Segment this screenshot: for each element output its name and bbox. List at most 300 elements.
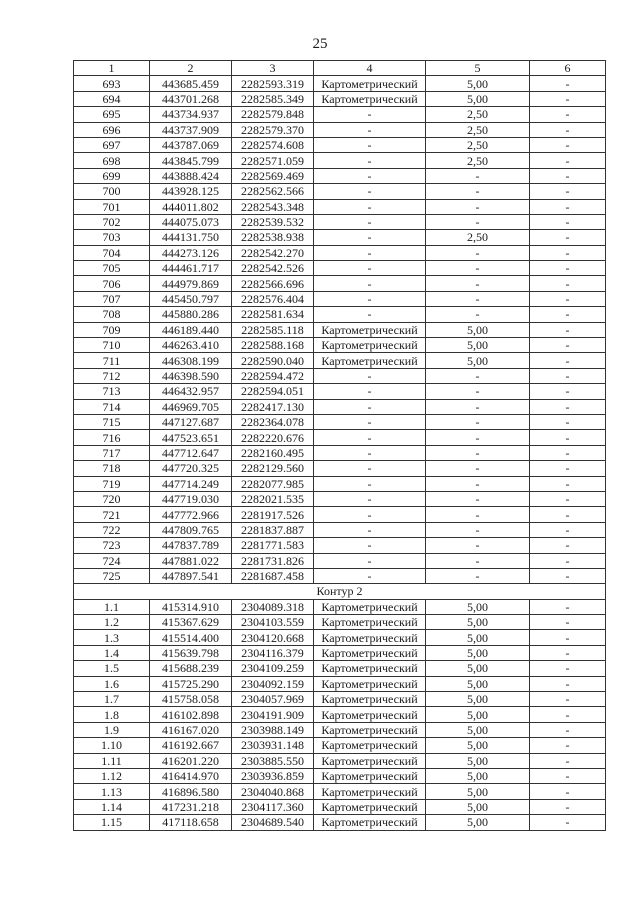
table-cell: - <box>530 799 606 814</box>
table-cell: 1.6 <box>74 676 150 691</box>
table-cell: - <box>530 137 606 152</box>
table-cell: Картометрический <box>314 615 426 630</box>
table-cell: 2303988.149 <box>232 722 314 737</box>
table-cell: 416192.667 <box>150 738 232 753</box>
table-cell: - <box>530 168 606 183</box>
table-cell: - <box>530 230 606 245</box>
table-cell: 1.11 <box>74 753 150 768</box>
table-cell: - <box>530 122 606 137</box>
table-cell: - <box>426 476 530 491</box>
table-cell: 5,00 <box>426 661 530 676</box>
table-cell: - <box>530 768 606 783</box>
table-cell: 446398.590 <box>150 368 232 383</box>
table-cell: 5,00 <box>426 338 530 353</box>
table-cell: 5,00 <box>426 353 530 368</box>
table-cell: 724 <box>74 553 150 568</box>
table-cell: 1.3 <box>74 630 150 645</box>
table-cell: 5,00 <box>426 768 530 783</box>
table-cell: - <box>530 522 606 537</box>
table-cell: 415314.910 <box>150 599 232 614</box>
table-cell: - <box>530 338 606 353</box>
table-cell: 2304103.559 <box>232 615 314 630</box>
table-cell: 712 <box>74 368 150 383</box>
table-cell: 2304191.909 <box>232 707 314 722</box>
table-cell: - <box>426 445 530 460</box>
table-cell: - <box>530 445 606 460</box>
table-cell: - <box>530 753 606 768</box>
table-cell: - <box>426 384 530 399</box>
column-header: 2 <box>150 61 232 76</box>
table-cell: 714 <box>74 399 150 414</box>
table-cell: 725 <box>74 568 150 583</box>
table-cell: Картометрический <box>314 76 426 91</box>
table-cell: 2304120.668 <box>232 630 314 645</box>
table-cell: - <box>530 707 606 722</box>
table-cell: - <box>530 214 606 229</box>
table-cell: - <box>530 153 606 168</box>
table-cell: Картометрический <box>314 768 426 783</box>
table-cell: 713 <box>74 384 150 399</box>
table-cell: 2282562.566 <box>232 184 314 199</box>
table-cell: 704 <box>74 245 150 260</box>
table-cell: 446189.440 <box>150 322 232 337</box>
table-cell: 443888.424 <box>150 168 232 183</box>
table-cell: 708 <box>74 307 150 322</box>
table-cell: 447809.765 <box>150 522 232 537</box>
table-cell: - <box>426 568 530 583</box>
table-row <box>74 153 606 168</box>
table-cell: 447897.541 <box>150 568 232 583</box>
table-cell: - <box>314 384 426 399</box>
table-cell: 415514.400 <box>150 630 232 645</box>
table-cell: - <box>530 261 606 276</box>
table-row <box>74 738 606 753</box>
table-cell: Картометрический <box>314 91 426 106</box>
table-row <box>74 507 606 522</box>
table-cell: - <box>314 507 426 522</box>
table-cell: - <box>314 368 426 383</box>
table-row <box>74 553 606 568</box>
table-cell: Картометрический <box>314 353 426 368</box>
table-cell: 5,00 <box>426 676 530 691</box>
table-cell: - <box>426 368 530 383</box>
section-row <box>74 584 606 599</box>
section-title: Контур 2 <box>74 584 606 599</box>
table-cell: 5,00 <box>426 722 530 737</box>
table-cell: 1.2 <box>74 615 150 630</box>
table-cell: - <box>426 261 530 276</box>
table-row <box>74 322 606 337</box>
table-cell: - <box>530 676 606 691</box>
table-cell: 5,00 <box>426 692 530 707</box>
table-row <box>74 276 606 291</box>
table-cell: 711 <box>74 353 150 368</box>
table-cell: 443787.069 <box>150 137 232 152</box>
table-row <box>74 722 606 737</box>
table-cell: 1.5 <box>74 661 150 676</box>
table-cell: - <box>426 199 530 214</box>
table-cell: - <box>530 692 606 707</box>
table-cell: - <box>530 430 606 445</box>
table-cell: - <box>530 368 606 383</box>
table-row <box>74 784 606 799</box>
table-cell: - <box>314 184 426 199</box>
table-cell: 2304092.159 <box>232 676 314 691</box>
table-cell: 415639.798 <box>150 645 232 660</box>
table-row <box>74 445 606 460</box>
table-cell: 2304117.360 <box>232 799 314 814</box>
table-cell: - <box>426 399 530 414</box>
table-cell: 709 <box>74 322 150 337</box>
table-cell: - <box>530 815 606 830</box>
table-cell: 2282594.472 <box>232 368 314 383</box>
table-row <box>74 137 606 152</box>
table-cell: 447127.687 <box>150 414 232 429</box>
table-row <box>74 291 606 306</box>
table-cell: 446432.957 <box>150 384 232 399</box>
table-cell: 698 <box>74 153 150 168</box>
column-header: 4 <box>314 61 426 76</box>
table-cell: 697 <box>74 137 150 152</box>
table-cell: - <box>530 599 606 614</box>
table-cell: - <box>426 553 530 568</box>
table-cell: - <box>530 414 606 429</box>
table-cell: 5,00 <box>426 645 530 660</box>
table-cell: 2282160.495 <box>232 445 314 460</box>
table-cell: 2282364.078 <box>232 414 314 429</box>
table-cell: - <box>426 414 530 429</box>
table-cell: 443734.937 <box>150 107 232 122</box>
table-cell: Картометрический <box>314 738 426 753</box>
table-row <box>74 692 606 707</box>
table-cell: 1.7 <box>74 692 150 707</box>
table-cell: 2304109.259 <box>232 661 314 676</box>
table-cell: - <box>530 384 606 399</box>
table-cell: - <box>530 568 606 583</box>
table-cell: 416102.898 <box>150 707 232 722</box>
table-cell: 5,00 <box>426 630 530 645</box>
table-cell: 415758.058 <box>150 692 232 707</box>
table-row <box>74 707 606 722</box>
table-cell: Картометрический <box>314 784 426 799</box>
table-cell: 446969.705 <box>150 399 232 414</box>
column-header: 1 <box>74 61 150 76</box>
table-cell: 2282220.676 <box>232 430 314 445</box>
table-cell: 2,50 <box>426 137 530 152</box>
table-cell: 2282585.349 <box>232 91 314 106</box>
table-cell: - <box>314 153 426 168</box>
table-row <box>74 245 606 260</box>
table-row <box>74 384 606 399</box>
table-cell: 446308.199 <box>150 353 232 368</box>
table-cell: - <box>426 430 530 445</box>
table-cell: 716 <box>74 430 150 445</box>
table-cell: 447881.022 <box>150 553 232 568</box>
table-row <box>74 461 606 476</box>
table-cell: 5,00 <box>426 784 530 799</box>
table-cell: 2282417.130 <box>232 399 314 414</box>
table-row <box>74 615 606 630</box>
table-cell: - <box>530 91 606 106</box>
column-header: 5 <box>426 61 530 76</box>
table-cell: 2282569.469 <box>232 168 314 183</box>
table-cell: - <box>314 568 426 583</box>
table-cell: 723 <box>74 538 150 553</box>
table-cell: 445450.797 <box>150 291 232 306</box>
table-cell: Картометрический <box>314 722 426 737</box>
table-row <box>74 661 606 676</box>
table-cell: - <box>530 276 606 291</box>
table-cell: 721 <box>74 507 150 522</box>
table-cell: Картометрический <box>314 676 426 691</box>
table-cell: 2282542.270 <box>232 245 314 260</box>
table-cell: 2,50 <box>426 107 530 122</box>
table-cell: 694 <box>74 91 150 106</box>
table-row <box>74 430 606 445</box>
table-cell: 5,00 <box>426 322 530 337</box>
table-cell: - <box>426 184 530 199</box>
header-row <box>74 61 606 76</box>
table-row <box>74 799 606 814</box>
table-cell: 2282538.938 <box>232 230 314 245</box>
column-header: 3 <box>232 61 314 76</box>
table-row <box>74 214 606 229</box>
table-cell: - <box>314 230 426 245</box>
table-row <box>74 122 606 137</box>
table-cell: - <box>530 784 606 799</box>
table-cell: 706 <box>74 276 150 291</box>
table-row <box>74 168 606 183</box>
table-row <box>74 645 606 660</box>
table-cell: 2282566.696 <box>232 276 314 291</box>
table-cell: 416896.580 <box>150 784 232 799</box>
table-cell: 2282579.370 <box>232 122 314 137</box>
table-cell: 2282543.348 <box>232 199 314 214</box>
table-cell: 5,00 <box>426 615 530 630</box>
table-cell: 1.1 <box>74 599 150 614</box>
table-cell: 444131.750 <box>150 230 232 245</box>
table-cell: 416167.020 <box>150 722 232 737</box>
table-cell: 2281731.826 <box>232 553 314 568</box>
table-cell: Картометрический <box>314 707 426 722</box>
table-cell: 2303885.550 <box>232 753 314 768</box>
table-cell: 2282576.404 <box>232 291 314 306</box>
table-cell: 2304116.379 <box>232 645 314 660</box>
table-cell: - <box>530 107 606 122</box>
table-cell: 2282542.526 <box>232 261 314 276</box>
table-cell: - <box>530 399 606 414</box>
table-cell: 2282129.560 <box>232 461 314 476</box>
table-cell: - <box>530 722 606 737</box>
table-cell: 2282539.532 <box>232 214 314 229</box>
table-cell: 2282579.848 <box>232 107 314 122</box>
table-cell: 699 <box>74 168 150 183</box>
table-cell: Картометрический <box>314 630 426 645</box>
table-cell: 2281687.458 <box>232 568 314 583</box>
table-cell: 443845.799 <box>150 153 232 168</box>
table-row <box>74 184 606 199</box>
table-cell: - <box>314 122 426 137</box>
table-cell: 693 <box>74 76 150 91</box>
table-cell: 722 <box>74 522 150 537</box>
table-cell: - <box>530 615 606 630</box>
table-cell: Картометрический <box>314 799 426 814</box>
table-row <box>74 522 606 537</box>
table-cell: 443737.909 <box>150 122 232 137</box>
table-cell: 702 <box>74 214 150 229</box>
table-cell: 719 <box>74 476 150 491</box>
table-cell: 415688.239 <box>150 661 232 676</box>
table-cell: - <box>530 291 606 306</box>
table-cell: - <box>530 322 606 337</box>
coordinates-table <box>73 60 606 831</box>
table-row <box>74 491 606 506</box>
table-cell: - <box>426 307 530 322</box>
table-cell: 447837.789 <box>150 538 232 553</box>
table-cell: - <box>314 430 426 445</box>
table-cell: - <box>314 107 426 122</box>
table-cell: 2281771.583 <box>232 538 314 553</box>
table-cell: - <box>314 522 426 537</box>
table-cell: - <box>530 507 606 522</box>
table-cell: 5,00 <box>426 707 530 722</box>
table-cell: 2304040.868 <box>232 784 314 799</box>
table-cell: 696 <box>74 122 150 137</box>
table-cell: 5,00 <box>426 91 530 106</box>
page-number: 25 <box>312 36 328 52</box>
table-cell: 2304689.540 <box>232 815 314 830</box>
table-cell: 1.14 <box>74 799 150 814</box>
table-row <box>74 230 606 245</box>
table-cell: 1.13 <box>74 784 150 799</box>
table-cell: - <box>314 214 426 229</box>
table-cell: - <box>314 538 426 553</box>
table-row <box>74 676 606 691</box>
table-row <box>74 568 606 583</box>
table-cell: Картометрический <box>314 661 426 676</box>
table-cell: 1.8 <box>74 707 150 722</box>
table-cell: - <box>530 491 606 506</box>
table-cell: Картометрический <box>314 645 426 660</box>
table-cell: - <box>530 76 606 91</box>
table-cell: - <box>530 661 606 676</box>
table-cell: - <box>314 445 426 460</box>
table-cell: Картометрический <box>314 322 426 337</box>
table-row <box>74 338 606 353</box>
table-cell: 2303931.148 <box>232 738 314 753</box>
table-cell: Картометрический <box>314 815 426 830</box>
table-cell: Картометрический <box>314 338 426 353</box>
table-cell: Картометрический <box>314 753 426 768</box>
table-cell: 5,00 <box>426 738 530 753</box>
table-cell: 416201.220 <box>150 753 232 768</box>
table-cell: 715 <box>74 414 150 429</box>
table-row <box>74 599 606 614</box>
table-row <box>74 399 606 414</box>
table-cell: 444075.073 <box>150 214 232 229</box>
table-cell: 417118.658 <box>150 815 232 830</box>
table-cell: - <box>530 738 606 753</box>
table-row <box>74 630 606 645</box>
table-cell: 417231.218 <box>150 799 232 814</box>
table-cell: 2282021.535 <box>232 491 314 506</box>
table-row <box>74 368 606 383</box>
table-cell: 444979.869 <box>150 276 232 291</box>
table-cell: 443928.125 <box>150 184 232 199</box>
table-cell: 2281917.526 <box>232 507 314 522</box>
table-cell: 703 <box>74 230 150 245</box>
table-cell: 2282077.985 <box>232 476 314 491</box>
coordinates-table-body <box>74 61 606 831</box>
table-cell: - <box>530 199 606 214</box>
table-cell: 447719.030 <box>150 491 232 506</box>
table-row <box>74 107 606 122</box>
table-cell: - <box>314 137 426 152</box>
table-cell: 447714.249 <box>150 476 232 491</box>
table-cell: 444011.802 <box>150 199 232 214</box>
table-cell: - <box>530 630 606 645</box>
table-cell: - <box>314 307 426 322</box>
table-cell: - <box>426 168 530 183</box>
table-cell: 446263.410 <box>150 338 232 353</box>
table-cell: 2304089.318 <box>232 599 314 614</box>
table-row <box>74 199 606 214</box>
table-cell: - <box>530 184 606 199</box>
table-cell: - <box>426 491 530 506</box>
table-cell: 447720.325 <box>150 461 232 476</box>
table-cell: 443685.459 <box>150 76 232 91</box>
table-cell: 5,00 <box>426 76 530 91</box>
table-cell: 1.12 <box>74 768 150 783</box>
table-cell: 416414.970 <box>150 768 232 783</box>
table-cell: 5,00 <box>426 799 530 814</box>
table-cell: - <box>314 168 426 183</box>
table-cell: Картометрический <box>314 692 426 707</box>
table-cell: - <box>426 507 530 522</box>
table-cell: 2,50 <box>426 153 530 168</box>
table-cell: - <box>314 199 426 214</box>
table-cell: 718 <box>74 461 150 476</box>
table-cell: 1.9 <box>74 722 150 737</box>
table-row <box>74 753 606 768</box>
table-cell: 5,00 <box>426 815 530 830</box>
table-cell: - <box>314 461 426 476</box>
table-cell: 415725.290 <box>150 676 232 691</box>
table-cell: - <box>314 476 426 491</box>
table-cell: - <box>530 461 606 476</box>
table-cell: 445880.286 <box>150 307 232 322</box>
table-cell: 2282593.319 <box>232 76 314 91</box>
table-row <box>74 76 606 91</box>
table-row <box>74 353 606 368</box>
table-cell: - <box>426 522 530 537</box>
table-cell: - <box>426 461 530 476</box>
table-cell: 2282594.051 <box>232 384 314 399</box>
table-cell: 444461.717 <box>150 261 232 276</box>
table-cell: 5,00 <box>426 753 530 768</box>
table-cell: 447523.651 <box>150 430 232 445</box>
table-cell: 705 <box>74 261 150 276</box>
table-row <box>74 815 606 830</box>
table-row <box>74 538 606 553</box>
table-cell: - <box>314 261 426 276</box>
table-cell: - <box>530 476 606 491</box>
table-cell: 717 <box>74 445 150 460</box>
table-cell: 701 <box>74 199 150 214</box>
table-cell: - <box>530 553 606 568</box>
table-cell: 1.15 <box>74 815 150 830</box>
table-row <box>74 414 606 429</box>
